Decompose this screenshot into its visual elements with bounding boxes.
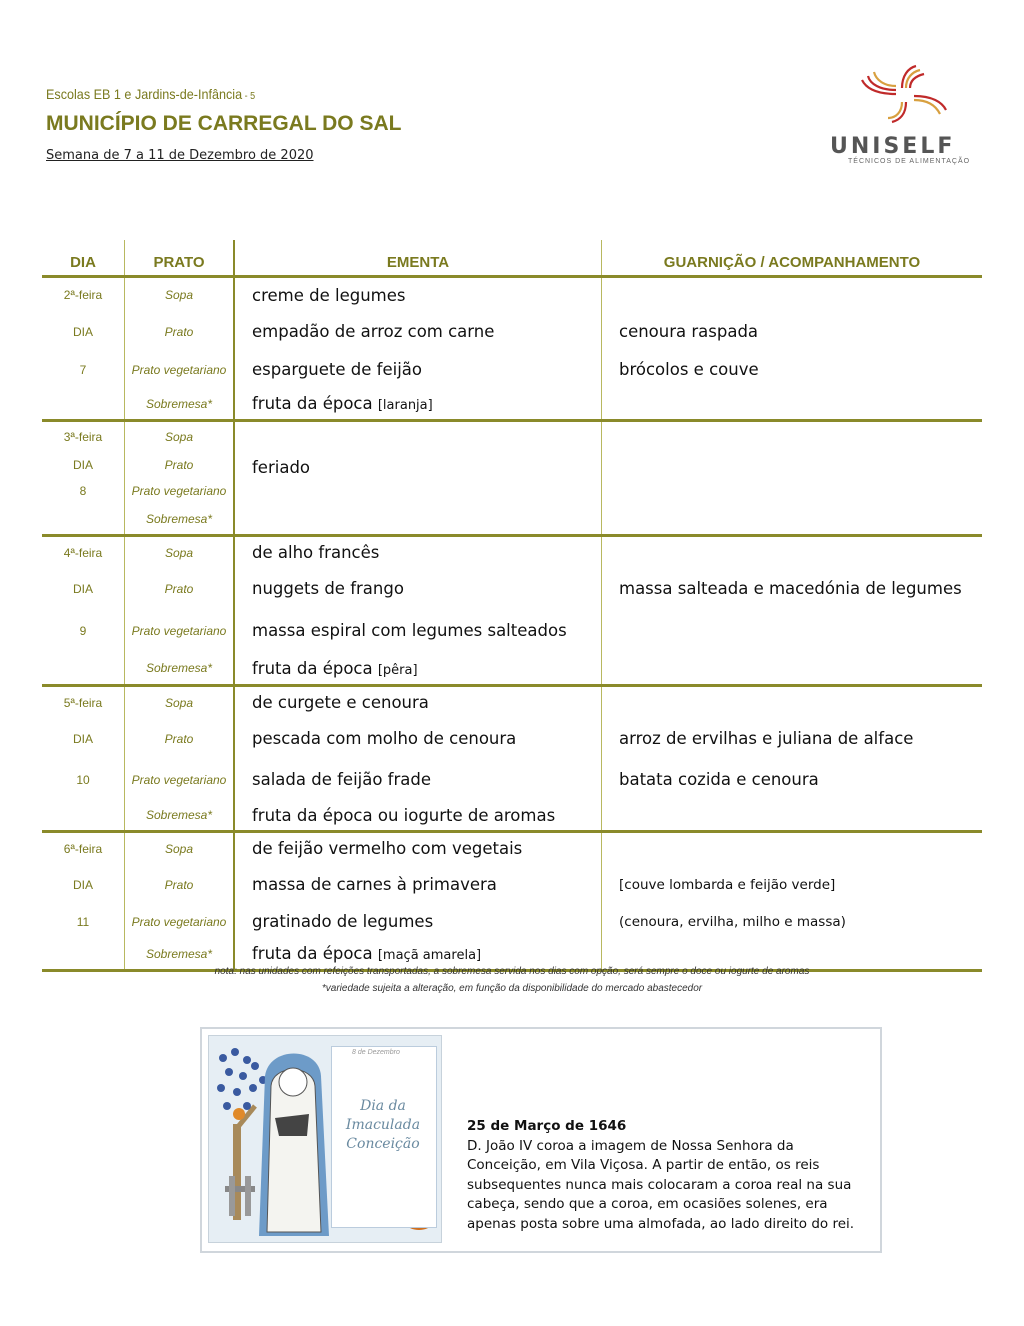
table-row [42, 905, 982, 939]
menu-cell: de feijão vermelho com vegetais [234, 832, 602, 865]
dish-type-cell: Prato vegetariano [125, 759, 235, 801]
menu-cell: fruta da época ou iogurte de aromas [234, 801, 602, 832]
side-cell [602, 609, 983, 653]
day-cell: 11 [42, 905, 125, 939]
history-body: D. João IV coroa a imagem de Nossa Senhora da Conceição, em Vila Viçosa. A partir de então, os reis subsequentes nunca mais colocaram a coroa real na sua cabeça, sendo que a coroa, em ocasiões solenes, era apenas posta sobre uma almofada, ao lado direito do rei. [467, 1137, 855, 1232]
table-row [42, 277, 982, 313]
header-dia: DIA [42, 240, 125, 277]
day-cell: 7 [42, 351, 125, 389]
day-cell: 8 [42, 478, 125, 505]
menu-cell: creme de legumes [234, 277, 602, 313]
table-row [42, 865, 982, 905]
table-row [42, 351, 982, 389]
menu-cell: fruta da época [laranja] [234, 389, 602, 421]
menu-cell: de curgete e cenoura [234, 686, 602, 719]
immaculate-conception-panel [200, 1027, 882, 1253]
school-subtitle: Escolas EB 1 e Jardins-de-Infância - 5 [46, 86, 256, 102]
side-cell [602, 653, 983, 686]
dish-type-cell: Prato vegetariano [125, 905, 235, 939]
logo-tagline: TÉCNICOS DE ALIMENTAÇÃO [848, 158, 971, 165]
dish-type-cell: Sopa [125, 421, 235, 453]
menu-cell: massa de carnes à primavera [234, 865, 602, 905]
side-cell [602, 389, 983, 421]
day-cell [42, 505, 125, 536]
day-cell: 9 [42, 609, 125, 653]
table-row [42, 389, 982, 421]
note-transport: nota: nas unidades com refeições transportadas, a sobremesa servida nos dias com opção, será sempre o doce ou iogurte de aromas [214, 966, 810, 977]
page-title: MUNICÍPIO DE CARREGAL DO SAL [46, 112, 402, 135]
table-row [42, 832, 982, 865]
dish-type-cell: Prato [125, 719, 235, 759]
uniself-symbol-icon [856, 58, 956, 128]
dish-type-cell: Prato vegetariano [125, 609, 235, 653]
menu-cell: esparguete de feijão [234, 351, 602, 389]
table-row [42, 569, 982, 609]
day-cell: 3ª-feira [42, 421, 125, 453]
side-cell [602, 832, 983, 865]
table-row [42, 759, 982, 801]
dish-type-cell: Sopa [125, 832, 235, 865]
dish-type-cell: Sopa [125, 536, 235, 569]
side-cell: brócolos e couve [619, 360, 759, 379]
side-cell [602, 801, 983, 832]
menu-cell: empadão de arroz com carne [234, 313, 602, 351]
day-cell: 6ª-feira [42, 832, 125, 865]
menu-header-row [42, 240, 982, 277]
holiday-cell: feriado [234, 421, 602, 536]
day-cell: DIA [42, 569, 125, 609]
history-heading: 25 de Março de 1646 [467, 1118, 627, 1134]
illustration [208, 1035, 442, 1243]
table-row [42, 686, 982, 719]
day-cell: DIA [42, 719, 125, 759]
header-prato: PRATO [125, 240, 235, 277]
table-row [42, 313, 982, 351]
dish-type-cell: Sobremesa* [125, 389, 235, 421]
dish-type-cell: Prato [125, 865, 235, 905]
menu-table [42, 240, 982, 972]
dish-type-cell: Sobremesa* [125, 653, 235, 686]
table-row [42, 653, 982, 686]
holiday-card: 8 de Dezembro Dia da Imaculada Conceição [331, 1046, 437, 1228]
side-cell: massa salteada e macedónia de legumes [619, 579, 962, 598]
history-text [467, 1117, 867, 1234]
side-cell [602, 421, 983, 536]
day-cell: 2ª-feira [42, 277, 125, 313]
day-cell [42, 653, 125, 686]
side-cell: cenoura raspada [619, 322, 759, 341]
dish-type-cell: Sobremesa* [125, 505, 235, 536]
uniself-logo [826, 58, 976, 170]
side-cell [602, 536, 983, 569]
dish-type-cell: Sobremesa* [125, 939, 235, 971]
week-label: Semana de 7 a 11 de Dezembro de 2020 [46, 148, 314, 163]
menu-cell: massa espiral com legumes salteados [234, 609, 602, 653]
dish-type-cell: Prato vegetariano [125, 478, 235, 505]
logo-brand: UNISELF [830, 134, 956, 159]
dish-type-cell: Prato [125, 453, 235, 478]
day-cell [42, 389, 125, 421]
table-row [42, 801, 982, 832]
side-cell: [couve lombarda e feijão verde] [619, 876, 836, 893]
dish-type-cell: Sopa [125, 277, 235, 313]
table-row [42, 421, 982, 453]
side-cell: batata cozida e cenoura [619, 770, 819, 789]
dish-type-cell: Prato [125, 569, 235, 609]
dish-type-cell: Prato [125, 313, 235, 351]
side-cell [602, 277, 983, 313]
menu-cell: fruta da época [pêra] [234, 653, 602, 686]
dish-type-cell: Sopa [125, 686, 235, 719]
side-cell: arroz de ervilhas e juliana de alface [619, 729, 914, 748]
table-row [42, 719, 982, 759]
day-cell: 4ª-feira [42, 536, 125, 569]
header-guarnicao: GUARNIÇÃO / ACOMPANHAMENTO [602, 240, 983, 277]
menu-cell: nuggets de frango [234, 569, 602, 609]
table-row [42, 609, 982, 653]
side-cell [602, 686, 983, 719]
menu-cell: de alho francês [234, 536, 602, 569]
header-ementa: EMENTA [234, 240, 602, 277]
menu-cell: gratinado de legumes [234, 905, 602, 939]
dish-type-cell: Sobremesa* [125, 801, 235, 832]
menu-cell: fruta da época [maçã amarela] [234, 939, 602, 971]
day-cell: 5ª-feira [42, 686, 125, 719]
day-cell: DIA [42, 865, 125, 905]
dish-type-cell: Prato vegetariano [125, 351, 235, 389]
note-variety: *variedade sujeita a alteração, em função da disponibilidade do mercado abastecedor [321, 983, 703, 994]
day-cell: 10 [42, 759, 125, 801]
menu-cell: salada de feijão frade [234, 759, 602, 801]
menu-cell: pescada com molho de cenoura [234, 719, 602, 759]
side-cell: (cenoura, ervilha, milho e massa) [619, 913, 846, 930]
day-cell: DIA [42, 453, 125, 478]
table-row [42, 536, 982, 569]
day-cell: DIA [42, 313, 125, 351]
day-cell [42, 801, 125, 832]
